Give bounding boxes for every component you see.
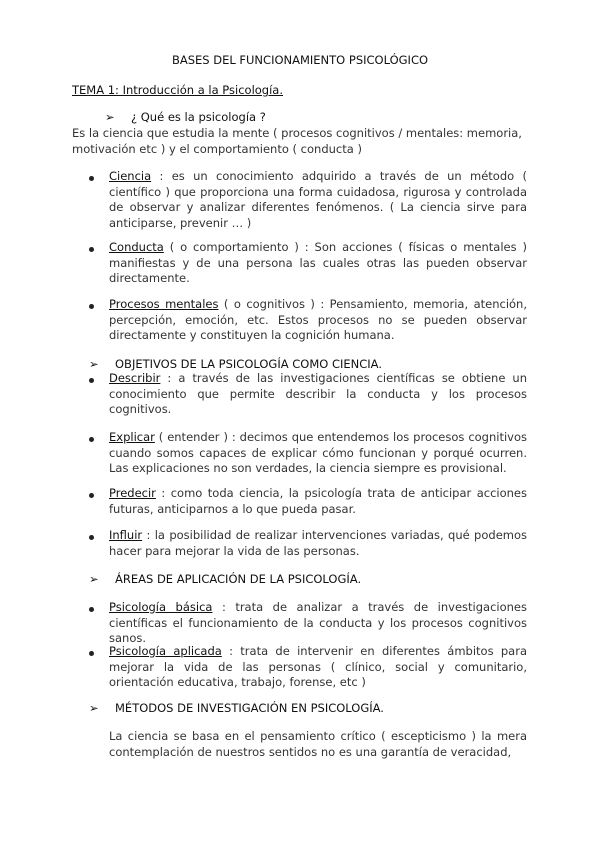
- objetivo-term: Predecir: [109, 486, 156, 500]
- bullet-icon: [89, 607, 94, 612]
- definition-term: Conducta: [109, 240, 164, 254]
- areas-heading-text: ÁREAS DE APLICACIÓN DE LA PSICOLOGÍA.: [115, 572, 362, 586]
- bullet-icon: [89, 535, 94, 540]
- arrow-bullet-icon: ➢: [89, 701, 99, 715]
- metodos-heading: [89, 701, 384, 715]
- definition-conducta: [109, 240, 527, 287]
- objetivo-text: : a través de las investigaciones científicas se obtiene un conocimiento que permite describir la conducta y los procesos cognitivos.: [109, 371, 527, 417]
- document-title: BASES DEL FUNCIONAMIENTO PSICOLÓGICO: [171, 53, 429, 67]
- bullet-icon: [89, 651, 94, 656]
- arrow-bullet-icon: ➢: [89, 357, 99, 371]
- objetivo-text: : como toda ciencia, la psicología trata de anticipar acciones futuras, anticiparnos a lo que pueda pasar.: [109, 486, 527, 516]
- bullet-icon: [89, 493, 94, 498]
- objetivo-text: ( entender ) : decimos que entendemos los procesos cognitivos cuando somos capaces de explicar cómo funcionan y porqué ocurren. Las explicaciones no son verdades, la ciencia siempre es provisional.: [109, 430, 527, 476]
- bullet-icon: [89, 437, 94, 442]
- objetivos-heading-text: OBJETIVOS DE LA PSICOLOGÍA COMO CIENCIA.: [115, 357, 382, 371]
- bullet-icon: [89, 304, 94, 309]
- objetivo-term: Describir: [109, 371, 161, 385]
- bullet-icon: [89, 378, 94, 383]
- objetivo-term: Explicar: [109, 430, 155, 444]
- metodos-heading-text: MÉTODOS DE INVESTIGACIÓN EN PSICOLOGÍA.: [115, 701, 384, 715]
- area-basica: [109, 600, 527, 647]
- intro-paragraph: Es la ciencia que estudia la mente ( procesos cognitivos / mentales: memoria, motivación etc ) y el comportamiento ( conducta ): [72, 126, 522, 156]
- question-heading: [105, 110, 266, 124]
- metodos-paragraph: La ciencia se basa en el pensamiento crítico ( escepticismo ) la mera contemplación de nuestros sentidos no es una garantía de veracidad,: [109, 729, 527, 759]
- area-aplicada: [109, 644, 527, 691]
- definition-text: : es un conocimiento adquirido a través de un método ( científico ) que proporciona una forma cuidadosa, rigurosa y controlada de observar y analizar diferentes fenómenos. ( La ciencia sirve para anticiparse, prevenir … ): [109, 169, 527, 230]
- tema-heading: TEMA 1: Introducción a la Psicología.: [72, 83, 283, 97]
- definition-ciencia: [109, 169, 527, 231]
- objetivo-explicar: [109, 430, 527, 477]
- objetivos-heading: [89, 357, 382, 371]
- objetivo-describir: [109, 371, 527, 418]
- objetivo-influir: [109, 528, 527, 559]
- area-term: Psicología aplicada: [109, 644, 222, 658]
- area-term: Psicología básica: [109, 600, 213, 614]
- objetivo-text: : la posibilidad de realizar intervenciones variadas, qué podemos hacer para mejorar la vida de las personas.: [109, 528, 527, 558]
- definition-text: ( o comportamiento ) : Son acciones ( físicas o mentales ) manifiestas y de una persona las cuales otras las pueden observar directamente.: [109, 240, 527, 286]
- definition-procesos-mentales: [109, 297, 527, 344]
- area-text: : trata de analizar a través de investigaciones científicas el funcionamiento de la conducta y los procesos cognitivos sanos.: [109, 600, 527, 646]
- objetivo-term: Influir: [109, 528, 143, 542]
- arrow-bullet-icon: ➢: [89, 572, 99, 586]
- definition-term: Ciencia: [109, 169, 152, 183]
- areas-heading: [89, 572, 361, 586]
- bullet-icon: [89, 176, 94, 181]
- area-text: : trata de intervenir en diferentes ámbitos para mejorar la vida de las personas ( clínico, social y comunitario, orientación educativa, trabajo, forense, etc ): [109, 644, 527, 690]
- definition-text: ( o cognitivos ) : Pensamiento, memoria, atención, percepción, emoción, etc. Estos procesos no se pueden observar directamente y constituyen la cognición humana.: [109, 297, 527, 343]
- question-text: ¿ Qué es la psicología ?: [131, 110, 266, 124]
- bullet-icon: [89, 247, 94, 252]
- arrow-bullet-icon: ➢: [105, 110, 115, 124]
- definition-term: Procesos mentales: [109, 297, 219, 311]
- objetivo-predecir: [109, 486, 527, 517]
